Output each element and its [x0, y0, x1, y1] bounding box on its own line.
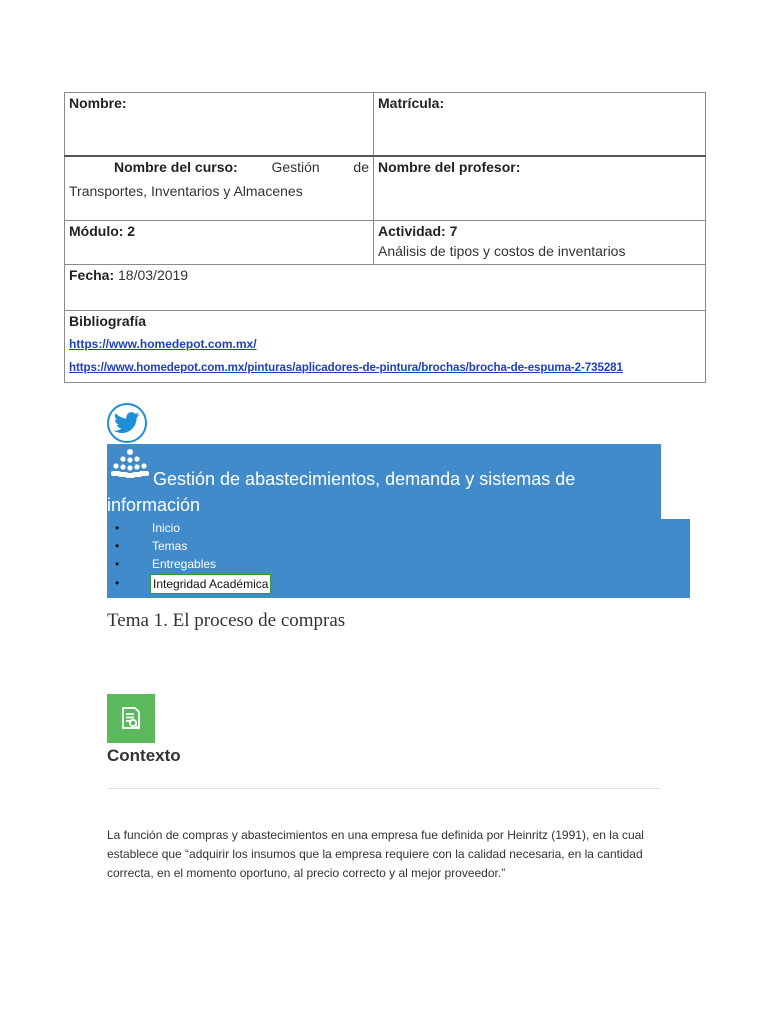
- bullet-icon: •: [115, 557, 120, 571]
- topic-title: Tema 1. El proceso de compras: [107, 610, 346, 631]
- fecha-cell: [65, 265, 706, 311]
- modulo-cell: [65, 221, 374, 265]
- profesor-cell: [374, 156, 706, 221]
- student-info-table: [64, 92, 706, 383]
- matricula-label: Matrícula:: [378, 95, 445, 111]
- twitter-icon[interactable]: [107, 403, 147, 443]
- document-search-icon: [107, 694, 155, 743]
- course-banner: [107, 444, 661, 520]
- divider: [107, 788, 661, 789]
- curso-label: Nombre del curso:: [114, 158, 238, 175]
- curso-value-part2: de: [353, 158, 369, 175]
- bibliografia-label: Bibliografía: [69, 313, 147, 329]
- actividad-cell: [374, 221, 706, 265]
- actividad-label: Actividad: 7: [378, 223, 458, 239]
- nav-item-label[interactable]: Temas: [152, 539, 188, 553]
- bullet-icon: •: [115, 576, 120, 590]
- curso-value-line2: Transportes, Inventarios y Almacenes: [69, 182, 303, 199]
- curso-value-part1: Gestión: [271, 158, 320, 175]
- profesor-label: Nombre del profesor:: [378, 158, 521, 175]
- bullet-icon: •: [115, 521, 120, 535]
- matricula-cell: [374, 93, 706, 156]
- fecha-value: 18/03/2019: [118, 267, 189, 283]
- bullet-icon: •: [115, 539, 120, 553]
- modulo-label: Módulo: 2: [69, 223, 136, 239]
- context-heading: Contexto: [107, 746, 181, 765]
- course-title: Gestión de abastecimientos, demanda y sistemas de información: [107, 469, 576, 515]
- bibliografia-cell: [65, 311, 706, 383]
- course-nav: [107, 519, 690, 598]
- context-paragraph: La función de compras y abastecimientos en una empresa fue definida por Heinritz (1991), en la cual establece que “adquirir los insumos que la empresa requiere con la calidad necesaria, en la cantidad correcta, en el momento oportuno, al precio correcto y al mejor proveedor.”: [107, 828, 644, 880]
- actividad-value: Análisis de tipos y costos de inventarios: [378, 243, 626, 259]
- curso-cell: [65, 156, 374, 221]
- nombre-cell: [65, 93, 374, 156]
- bibliography-link-1[interactable]: https://www.homedepot.com.mx/: [69, 337, 257, 351]
- nombre-label: Nombre:: [69, 95, 127, 111]
- nav-item-label[interactable]: Integridad Académica: [150, 574, 271, 594]
- nav-item-label[interactable]: Entregables: [152, 557, 217, 571]
- bibliography-link-2[interactable]: https://www.homedepot.com.mx/pinturas/aplicadores-de-pintura/brochas/brocha-de-espuma-2-735281: [69, 361, 623, 374]
- nav-item-label[interactable]: Inicio: [152, 521, 181, 535]
- fecha-label: Fecha:: [69, 267, 115, 283]
